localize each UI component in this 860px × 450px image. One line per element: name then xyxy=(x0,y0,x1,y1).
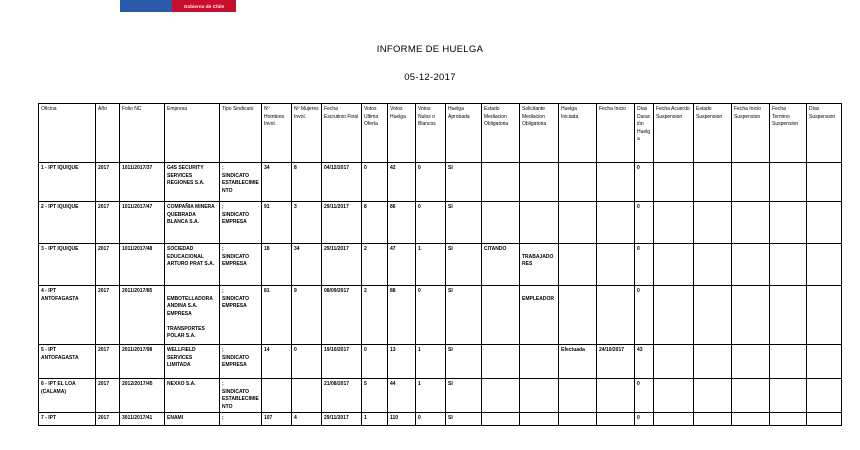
cell-value: 2017 xyxy=(98,347,110,353)
cell-value: 9 xyxy=(294,288,297,294)
table-cell xyxy=(322,202,362,244)
table-cell xyxy=(770,413,807,426)
table-cell xyxy=(120,163,165,202)
table-cell xyxy=(732,345,770,379)
cell-value: 1 xyxy=(364,415,367,421)
cell-value: 42 xyxy=(390,165,396,171)
table-cell xyxy=(165,244,220,286)
table-cell xyxy=(635,244,654,286)
cell-value: 13 xyxy=(390,347,396,353)
table-cell xyxy=(732,163,770,202)
table-cell xyxy=(732,379,770,413)
column-header: Año xyxy=(96,104,120,163)
table-cell xyxy=(654,286,694,345)
cell-value: ; xyxy=(222,415,224,421)
column-header: Folio NC xyxy=(120,104,165,163)
table-cell xyxy=(165,345,220,379)
table-cell xyxy=(446,163,482,202)
table-cell xyxy=(416,413,446,426)
cell-value: 1011/2017/48 xyxy=(122,246,153,252)
table-cell xyxy=(635,413,654,426)
government-logo xyxy=(120,0,236,12)
table-cell xyxy=(322,244,362,286)
table-cell xyxy=(446,244,482,286)
table-cell xyxy=(292,163,322,202)
table-cell xyxy=(262,163,292,202)
cell-value: 86 xyxy=(390,204,396,210)
table-cell xyxy=(96,345,120,379)
report-title: INFORME DE HUELGA xyxy=(376,44,484,55)
report-date: 05-12-2017 xyxy=(404,72,456,83)
column-header: Huelga Aprobada xyxy=(446,104,482,163)
government-label: Gobierno de Chile xyxy=(183,3,225,9)
cell-value: 0 xyxy=(637,288,640,294)
cell-value: 29/11/2017 xyxy=(324,204,349,210)
table-cell xyxy=(807,244,842,286)
cell-value: 1 xyxy=(418,381,421,387)
table-cell xyxy=(165,202,220,244)
table-cell xyxy=(770,202,807,244)
cell-value: 29/11/2017 xyxy=(324,415,349,421)
table-cell xyxy=(482,202,520,244)
table-cell xyxy=(292,244,322,286)
cell-value: CITANDO xyxy=(484,246,507,252)
table-cell xyxy=(165,286,220,345)
cell-value: 2017 xyxy=(98,415,110,421)
cell-value: WELLFIELD SERVICES LIMITADA xyxy=(167,347,196,368)
cell-value: 3011/2017/41 xyxy=(122,415,153,421)
column-header: Fecha Termino Suspension xyxy=(770,104,807,163)
table-cell xyxy=(482,345,520,379)
table-cell xyxy=(262,202,292,244)
table-cell xyxy=(416,202,446,244)
cell-value: SI xyxy=(448,347,453,353)
table-cell xyxy=(559,379,597,413)
table-cell xyxy=(362,345,388,379)
cell-value: 8 xyxy=(364,204,367,210)
table-cell xyxy=(732,202,770,244)
table-cell xyxy=(388,379,416,413)
table-cell xyxy=(770,379,807,413)
table-cell xyxy=(262,286,292,345)
table-cell xyxy=(388,345,416,379)
table-cell xyxy=(220,345,262,379)
table-cell xyxy=(262,345,292,379)
cell-value: 34 xyxy=(264,165,270,171)
table-cell xyxy=(96,286,120,345)
table-cell xyxy=(220,244,262,286)
table-cell xyxy=(446,379,482,413)
table-cell xyxy=(322,345,362,379)
table-cell xyxy=(597,202,635,244)
cell-value: 2017 xyxy=(98,246,110,252)
cell-value: 1 xyxy=(418,347,421,353)
table-cell xyxy=(770,163,807,202)
table-cell xyxy=(520,345,559,379)
table-cell xyxy=(654,379,694,413)
column-header: Votos Ultima Oferta xyxy=(362,104,388,163)
cell-value: 0 xyxy=(637,381,640,387)
column-header: Oficina xyxy=(39,104,96,163)
cell-value: 14 xyxy=(264,347,270,353)
table-cell xyxy=(292,379,322,413)
cell-value: 0 xyxy=(418,204,421,210)
table-cell xyxy=(559,413,597,426)
table-cell xyxy=(482,413,520,426)
table-cell xyxy=(597,286,635,345)
cell-value: 19/10/2017 xyxy=(324,347,350,353)
table-cell xyxy=(635,163,654,202)
table-cell xyxy=(416,244,446,286)
table-cell xyxy=(520,163,559,202)
table-cell xyxy=(520,379,559,413)
cell-value: 44 xyxy=(390,381,396,387)
cell-value: 0 xyxy=(418,288,421,294)
column-header: Días Duración Huelga xyxy=(635,104,654,163)
table-row xyxy=(39,202,842,244)
column-header: Estado Mediacion Obligatoria xyxy=(482,104,520,163)
table-cell xyxy=(39,379,96,413)
cell-value: 0 xyxy=(364,165,367,171)
table-cell xyxy=(416,345,446,379)
table-cell xyxy=(220,413,262,426)
table-cell xyxy=(807,163,842,202)
table-cell xyxy=(322,286,362,345)
table-cell xyxy=(597,379,635,413)
cell-value: 47 xyxy=(390,246,396,252)
table-cell xyxy=(597,244,635,286)
column-header: Fecha Escrutinio Final xyxy=(322,104,362,163)
cell-value: 88 xyxy=(390,288,396,294)
column-header: Días Suspension xyxy=(807,104,842,163)
column-header: Nº Mujeres Invol. xyxy=(292,104,322,163)
table-cell xyxy=(446,413,482,426)
cell-value: ; SINDICATO ESTABLECIMIENTO xyxy=(222,381,259,410)
table-row xyxy=(39,379,842,413)
table-cell xyxy=(220,286,262,345)
cell-value: ; SINDICATO EMPRESA xyxy=(222,246,250,267)
table-cell xyxy=(96,379,120,413)
table-cell xyxy=(520,286,559,345)
table-cell xyxy=(120,379,165,413)
cell-value: SI xyxy=(448,204,453,210)
table-cell xyxy=(694,202,732,244)
cell-value: 2011/2017/85 xyxy=(122,288,153,294)
table-row xyxy=(39,286,842,345)
column-header: Fecha Inicio Suspension xyxy=(732,104,770,163)
table-cell xyxy=(694,413,732,426)
table-row xyxy=(39,244,842,286)
cell-value: 3 - IPT IQUIQUE xyxy=(41,246,79,252)
table-cell xyxy=(694,244,732,286)
table-cell xyxy=(39,202,96,244)
cell-value: ; SINDICATO ESTABLECIMIENTO xyxy=(222,165,259,194)
table-row xyxy=(39,413,842,426)
table-cell xyxy=(388,413,416,426)
table-cell xyxy=(220,202,262,244)
table-cell xyxy=(482,163,520,202)
column-header: Votos Nulos o Blancos xyxy=(416,104,446,163)
table-cell xyxy=(39,345,96,379)
table-cell xyxy=(694,379,732,413)
cell-value: 1011/2017/37 xyxy=(122,165,153,171)
table-cell xyxy=(654,413,694,426)
table-cell xyxy=(807,413,842,426)
table-cell xyxy=(220,163,262,202)
cell-value: EMBOTELLADORA ANDINA S.A. EMPRESA TRANSPORTES POLAR S.A. xyxy=(167,295,213,339)
table-cell xyxy=(770,244,807,286)
table-cell xyxy=(446,202,482,244)
table-cell xyxy=(694,345,732,379)
table-cell xyxy=(262,379,292,413)
table-cell xyxy=(292,202,322,244)
cell-value: 21/08/2017 xyxy=(324,381,350,387)
table-cell xyxy=(416,379,446,413)
table-cell xyxy=(120,244,165,286)
table-cell xyxy=(482,286,520,345)
cell-value: 2017 xyxy=(98,165,110,171)
cell-value: ; SINDICATO EMPRESA xyxy=(222,204,250,225)
table-row xyxy=(39,163,842,202)
table-cell xyxy=(362,202,388,244)
table-cell xyxy=(96,413,120,426)
table-cell xyxy=(262,244,292,286)
cell-value: 43 xyxy=(637,347,643,353)
table-cell xyxy=(635,345,654,379)
table-cell xyxy=(807,286,842,345)
cell-value: 107 xyxy=(264,415,273,421)
table-cell xyxy=(597,413,635,426)
table-cell xyxy=(694,286,732,345)
table-cell xyxy=(120,286,165,345)
table-cell xyxy=(807,379,842,413)
table-cell xyxy=(96,244,120,286)
cell-value: 3 xyxy=(294,204,297,210)
cell-value: ENAMI xyxy=(167,415,184,421)
table-body xyxy=(39,163,842,426)
cell-value: 7 - IPT xyxy=(41,415,57,421)
cell-value: 8 xyxy=(294,165,297,171)
cell-value: TRABAJADORES xyxy=(522,253,554,267)
table-cell xyxy=(482,244,520,286)
cell-value: 0 xyxy=(364,347,367,353)
table-cell xyxy=(635,379,654,413)
table-cell xyxy=(732,286,770,345)
cell-value: COMPAÑIA MINERA QUEBRADA BLANCA S.A. xyxy=(167,204,215,225)
cell-value: SI xyxy=(448,381,453,387)
table-cell xyxy=(165,163,220,202)
table-cell xyxy=(559,202,597,244)
cell-value: 08/09/2017 xyxy=(324,288,350,294)
cell-value: 5 - IPT ANTOFAGASTA xyxy=(41,347,79,361)
cell-value: 2 - IPT IQUIQUE xyxy=(41,204,79,210)
cell-value: 110 xyxy=(390,415,399,421)
table-cell xyxy=(559,244,597,286)
cell-value: 24/10/2017 xyxy=(599,347,625,353)
table-cell xyxy=(482,379,520,413)
table-header-row xyxy=(39,104,842,163)
strike-report-table xyxy=(38,103,842,426)
cell-value: 2 xyxy=(364,246,367,252)
table-cell xyxy=(120,202,165,244)
table-cell xyxy=(416,163,446,202)
logo-blue-block xyxy=(120,0,172,12)
cell-value: 5 xyxy=(364,381,367,387)
table-cell xyxy=(120,413,165,426)
table-cell xyxy=(597,345,635,379)
cell-value: 2017 xyxy=(98,204,110,210)
table-cell xyxy=(362,244,388,286)
cell-value: 81 xyxy=(264,288,270,294)
column-header: Fecha Acuerdo Suspension xyxy=(654,104,694,163)
table-cell xyxy=(770,286,807,345)
table-cell xyxy=(654,244,694,286)
cell-value: 0 xyxy=(637,246,640,252)
cell-value: SI xyxy=(448,165,453,171)
table-cell xyxy=(362,413,388,426)
table-cell xyxy=(388,163,416,202)
column-header: Empresa xyxy=(165,104,220,163)
cell-value: 1011/2017/47 xyxy=(122,204,153,210)
table-cell xyxy=(635,202,654,244)
table-cell xyxy=(362,286,388,345)
table-cell xyxy=(96,202,120,244)
table-cell xyxy=(520,244,559,286)
cell-value: ; SINDICATO EMPRESA xyxy=(222,347,250,368)
table-cell xyxy=(165,413,220,426)
cell-value: SI xyxy=(448,246,453,252)
table-cell xyxy=(120,345,165,379)
table-cell xyxy=(807,345,842,379)
cell-value: 0 xyxy=(294,347,297,353)
column-header: Tipo Sindicato xyxy=(220,104,262,163)
cell-value: 0 xyxy=(637,165,640,171)
cell-value: EMPLEADOR xyxy=(522,295,554,302)
cell-value: 2017 xyxy=(98,381,110,387)
cell-value: 2017 xyxy=(98,288,110,294)
table-cell xyxy=(292,345,322,379)
table-cell xyxy=(39,413,96,426)
cell-value: SOCIEDAD EDUCACIONAL ARTURO PRAT S.A. xyxy=(167,246,215,267)
table-cell xyxy=(416,286,446,345)
table-cell xyxy=(654,345,694,379)
table-cell xyxy=(446,286,482,345)
table-cell xyxy=(732,413,770,426)
cell-value: ; SINDICATO EMPRESA xyxy=(222,288,250,309)
table-cell xyxy=(388,244,416,286)
table-cell xyxy=(446,345,482,379)
table-cell xyxy=(322,413,362,426)
table-cell xyxy=(220,379,262,413)
table-cell xyxy=(322,163,362,202)
table-cell xyxy=(559,286,597,345)
table-cell xyxy=(165,379,220,413)
cell-value: Efectuada xyxy=(561,347,585,353)
table-cell xyxy=(39,286,96,345)
table-cell xyxy=(635,286,654,345)
table-cell xyxy=(654,163,694,202)
cell-value: 18 xyxy=(264,246,270,252)
cell-value: 2 xyxy=(364,288,367,294)
table-cell xyxy=(559,345,597,379)
column-header: Solicitante Mediacion Obligatoria xyxy=(520,104,559,163)
table-cell xyxy=(520,202,559,244)
cell-value: NEXXO S.A. xyxy=(167,381,196,387)
cell-value: 4 - IPT ANTOFAGASTA xyxy=(41,288,79,302)
cell-value: 4 xyxy=(294,415,297,421)
cell-value: 0 xyxy=(637,415,640,421)
cell-value: 1 xyxy=(418,246,421,252)
table-cell xyxy=(770,345,807,379)
cell-value: 2011/2017/98 xyxy=(122,347,153,353)
column-header: Huelga Iniciada xyxy=(559,104,597,163)
table-cell xyxy=(362,163,388,202)
table-cell xyxy=(654,202,694,244)
table-cell xyxy=(597,163,635,202)
cell-value: SI xyxy=(448,415,453,421)
table-cell xyxy=(292,286,322,345)
table-cell xyxy=(39,163,96,202)
cell-value: 0 xyxy=(637,204,640,210)
table-cell xyxy=(262,413,292,426)
logo-red-block xyxy=(172,0,236,12)
cell-value: 1 - IPT IQUIQUE xyxy=(41,165,79,171)
table-cell xyxy=(96,163,120,202)
table-cell xyxy=(732,244,770,286)
cell-value: SI xyxy=(448,288,453,294)
table-cell xyxy=(520,413,559,426)
table-cell xyxy=(388,286,416,345)
table-cell xyxy=(694,163,732,202)
column-header: Nº Hombres Invol. xyxy=(262,104,292,163)
column-header: Votos Huelga xyxy=(388,104,416,163)
table-cell xyxy=(39,244,96,286)
table-cell xyxy=(322,379,362,413)
cell-value: G4S SECURITY SERVICES REGIONES S.A. xyxy=(167,165,205,186)
table-row xyxy=(39,345,842,379)
cell-value: 0 xyxy=(418,415,421,421)
cell-value: 29/11/2017 xyxy=(324,246,349,252)
table-cell xyxy=(292,413,322,426)
column-header: Estado Suspension xyxy=(694,104,732,163)
cell-value: 0 xyxy=(418,165,421,171)
cell-value: 91 xyxy=(264,204,270,210)
cell-value: 2012/2017/45 xyxy=(122,381,153,387)
column-header: Fecha Inicio xyxy=(597,104,635,163)
table-cell xyxy=(807,202,842,244)
table-cell xyxy=(388,202,416,244)
cell-value: 6 - IPT EL LOA (CALAMA) xyxy=(41,381,76,395)
cell-value: 04/12/2017 xyxy=(324,165,350,171)
cell-value: 34 xyxy=(294,246,300,252)
table-cell xyxy=(559,163,597,202)
table-cell xyxy=(362,379,388,413)
